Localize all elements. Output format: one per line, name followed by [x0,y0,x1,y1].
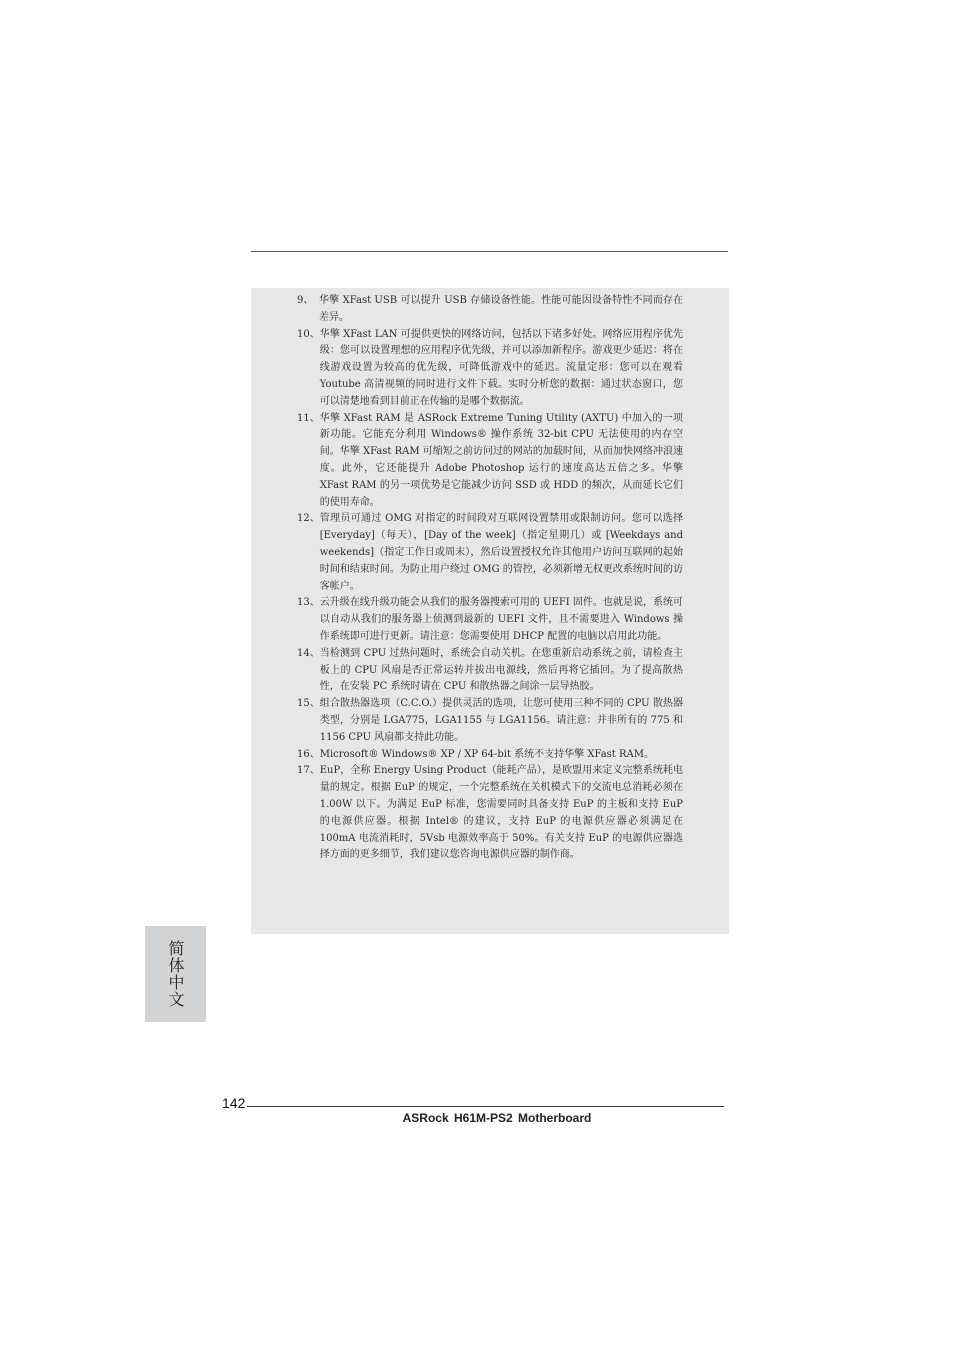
list-item [297,747,683,764]
list-item [297,293,683,327]
item-text: 华擎 XFast USB 可以提升 USB 存储设备性能。性能可能因设备特性不同而存在差异。 [319,295,683,323]
footer-divider [247,1106,724,1107]
item-text: 管理员可通过 OMG 对指定的时间段对互联网设置禁用或限制访问。您可以选择 [Everyday]（每天），[Day of the week]（指定星期几）或 [Weekdays and weekends]（指定工作日或周末），然后设置授权允许其他用户访问互联网的起始时间和结束时间。为防止用户绕过 OMG 的管控，必须新增无权更改系统时间的访客帐户。 [319,513,683,592]
item-number: 16、 [297,748,320,760]
list-item [297,411,683,512]
notes-panel [251,288,729,934]
list-item [297,696,683,746]
list-item [297,327,683,411]
item-number: 11、 [297,412,320,424]
item-number: 14、 [297,647,320,659]
item-number: 9、 [297,295,314,306]
item-number: 15、 [297,698,320,710]
item-number: 12、 [297,513,320,525]
page-number: 142 [222,1095,246,1111]
item-number: 10、 [297,328,320,340]
language-tab-label: 简体中文 [166,940,185,1008]
list-item [297,595,683,645]
item-number: 13、 [297,597,320,609]
language-tab [145,926,206,1022]
item-text: 华擎 XFast RAM 是 ASRock Extreme Tuning Utility (AXTU) 中加入的一项新功能。它能充分利用 Windows® 操作系统 32-bit CPU 无法使用的内存空间。华擎 XFast RAM 可缩短之前访问过的网站的加载时间，从而加快网络冲浪速度。此外，它还能提升 Adobe Photoshop 运行的速度高达五倍之多。华擎 XFast RAM 的另一项优势是它能减少访问 SSD 或 HDD 的频次，从而延长它们的使用寿命。 [319,412,683,508]
list-item [297,763,683,864]
item-text: 云升级在线升级功能会从我们的服务器搜索可用的 UEFI 固件。也就是说，系统可以自动从我们的服务器上侦测到最新的 UEFI 文件，且不需要进入 Windows 操作系统即可进行更新。请注意：您需要使用 DHCP 配置的电脑以启用此功能。 [319,597,683,642]
list-item [297,511,683,595]
item-text: Microsoft® Windows® XP / XP 64-bit 系统不支持华擎 XFast RAM。 [319,748,654,760]
item-text: 当检测到 CPU 过热问题时，系统会自动关机。在您重新启动系统之前，请检查主板上的 CPU 风扇是否正常运转并拔出电源线，然后再将它插回。为了提高散热性，在安装 PC 系统时请在 CPU 和散热器之间涂一层导热胶。 [319,647,683,693]
item-text: EuP，全称 Energy Using Product（能耗产品），是欧盟用来定义完整系统耗电量的规定。根据 EuP 的规定，一个完整系统在关机模式下的交流电总消耗必须在 1.00W 以下。为满足 EuP 标准，您需要同时具备支持 EuP 的主板和支持 EuP 的电源供应器。根据 Intel® 的建议，支持 EuP 的电源供应器必须满足在 100mA 电流消耗时，5Vsb 电源效率高于 50%。有关支持 EuP 的电源供应器选择方面的更多细节，我们建议您咨询电源供应器的制作商。 [319,765,683,861]
item-text: 华擎 XFast LAN 可提供更快的网络访问，包括以下诸多好处。网络应用程序优先级：您可以设置理想的应用程序优先级，并可以添加新程序。游戏更少延迟：将在线游戏设置为较高的优先级，可降低游戏中的延迟。流量定形：您可以在观看 Youtube 高清视频的同时进行文件下载。实时分析您的数据：通过状态窗口，您可以清楚地看到目前正在传输的是哪个数据流。 [319,328,683,407]
item-number: 17、 [297,765,320,777]
footer-title: ASRock H61M-PS2 Motherboard [402,1111,592,1125]
item-text: 组合散热器选项（C.C.O.）提供灵活的选项，让您可使用三种不同的 CPU 散热器类型，分别是 LGA775，LGA1155 与 LGA1156。请注意：并非所有的 775 和 1156 CPU 风扇都支持此功能。 [319,698,683,743]
top-divider [251,251,728,252]
list-item [297,646,683,696]
